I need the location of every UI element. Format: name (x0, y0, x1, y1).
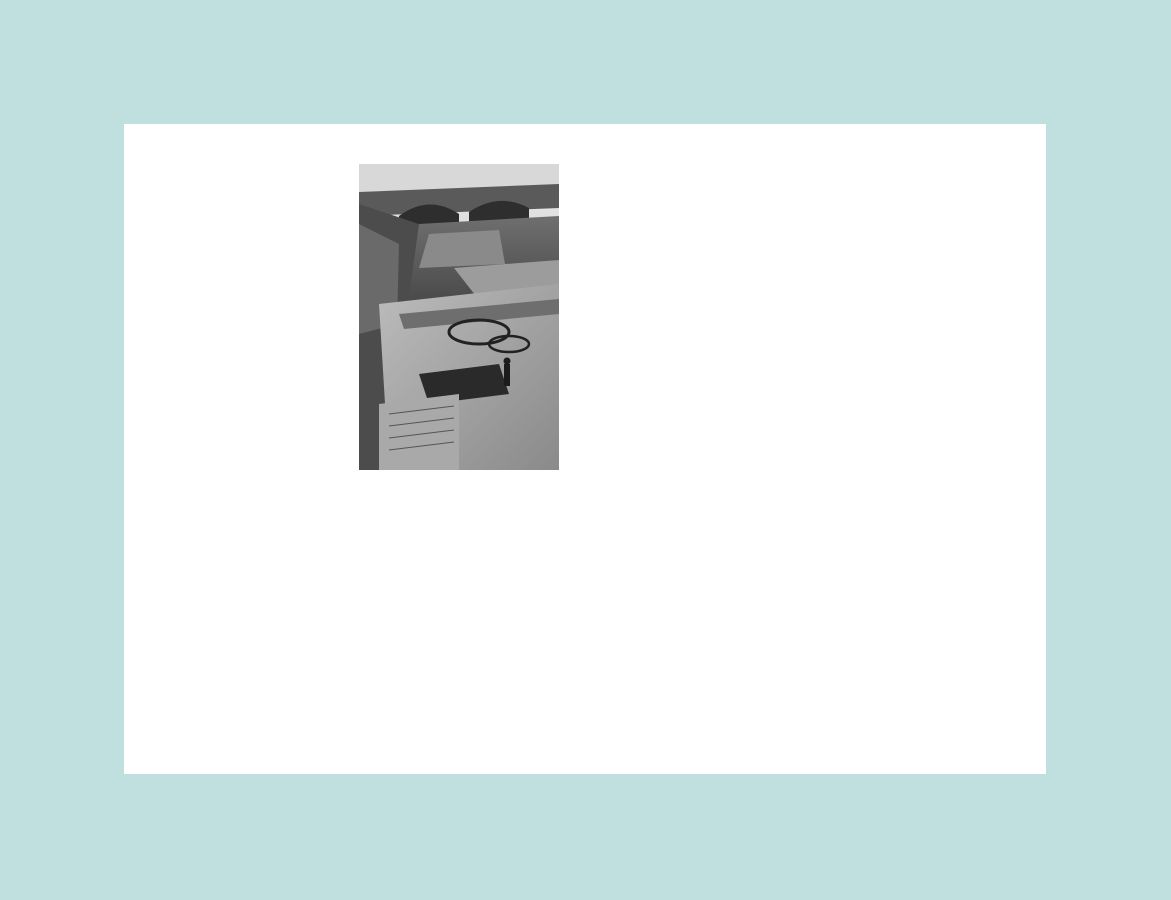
left-column-bottom (150, 573, 456, 715)
left-column-top (150, 166, 354, 466)
photo-quai-construction (359, 164, 559, 470)
caption-quai-construction (359, 474, 559, 490)
left-column-middle (150, 465, 354, 575)
left-page (124, 124, 585, 774)
book-spread (124, 124, 1046, 774)
photo-quai-construction-image (359, 164, 559, 470)
